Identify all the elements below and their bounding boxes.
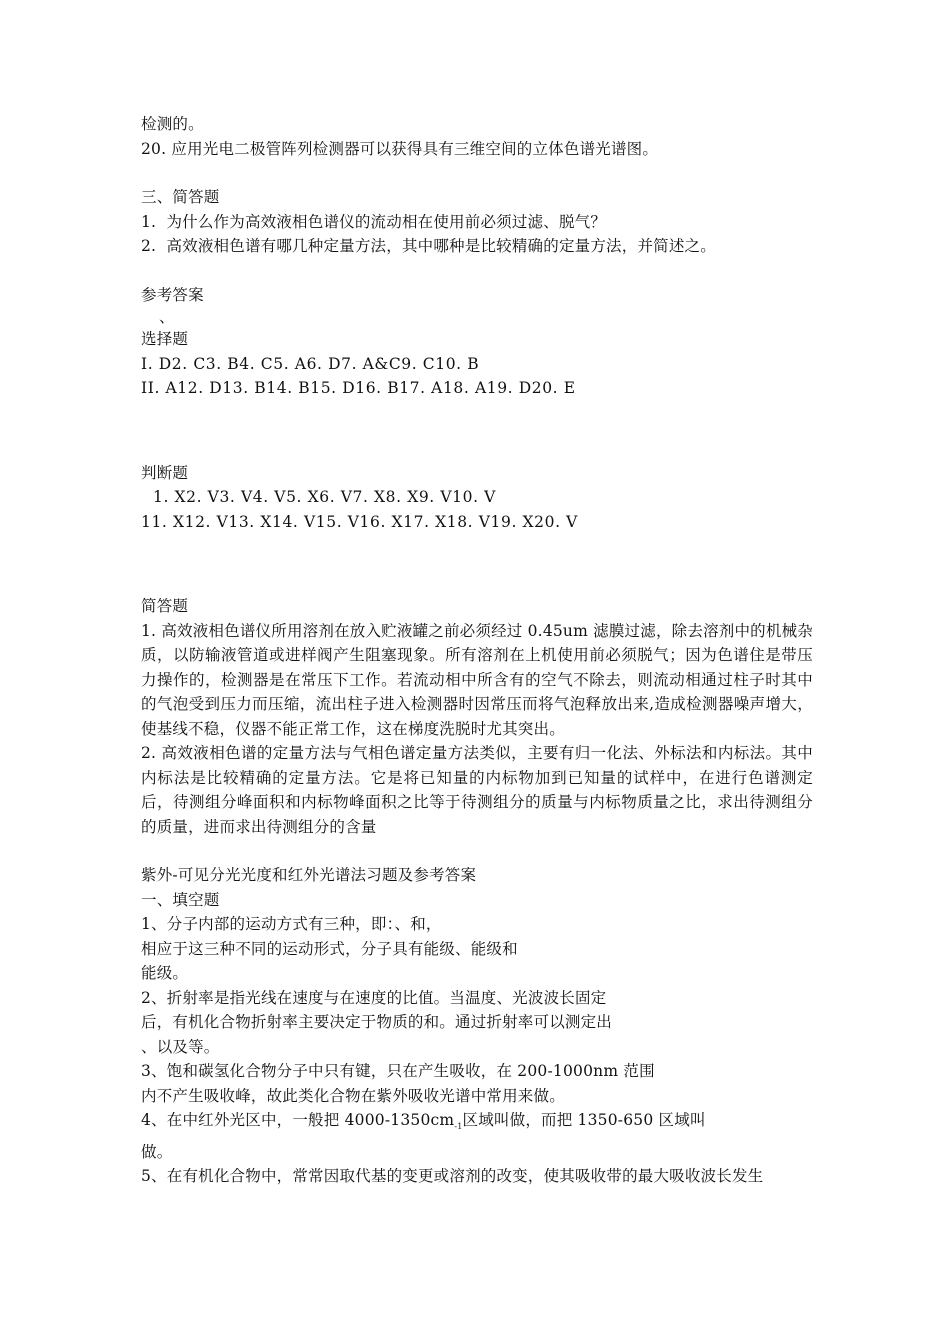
fill-item-3-line-1: 3、饱和碳氢化合物分子中只有键，只在产生吸收，在 200-1000nm 范围 <box>141 1062 655 1080</box>
judge-answers-1: 1. X2. V3. V4. V5. X6. V7. X8. X9. V10. V <box>153 488 496 506</box>
fill-item-1-line-2: 相应于这三种不同的运动形式，分子具有能级、能级和 <box>141 939 518 958</box>
fill-item-4-line-1 <box>141 1108 813 1140</box>
judge-heading: 判断题 <box>141 463 189 482</box>
fill-item-1-line-3: 能级。 <box>141 964 189 982</box>
fill-item-2-line-3: 、以及等。 <box>141 1037 220 1056</box>
fill-item-2-line-1: 2、折射率是指光线在速度与在速度的比值。当温度、光波波长固定 <box>141 988 607 1007</box>
fill-item-4-text-b: 区域叫做，而把 1350-650 区域叫 <box>462 1111 706 1129</box>
question-1: 1. 为什么作为高效液相色谱仪的流动相在使用前必须过滤、脱气？ <box>141 212 607 231</box>
text-line: 检测的。 <box>141 115 204 133</box>
statement-20: 20. 应用光电二极管阵列检测器可以获得具有三维空间的立体色谱光谱图。 <box>141 139 659 158</box>
fill-item-4-text-a: 4、在中红外光区中，一般把 4000-1350cm <box>141 1111 455 1129</box>
answer-paragraph-2: 2. 高效液相色谱的定量方法与气相色谱定量方法类似，主要有归一化法、外标法和内标法。其中内标法是比较精确的定量方法。它是将已知量的内标物加到已知量的试样中，在进行色谱测定后，待测组分峰面积和内标物峰面积之比等于待测组分的质量与内标物质量之比，求出待测组分的质量，进而求出待测组分的含量 <box>141 744 813 836</box>
fill-item-4-line-2: 做。 <box>141 1142 173 1161</box>
punctuation-mark: 、 <box>159 308 175 326</box>
section-heading-short-answer: 三、简答题 <box>141 188 220 206</box>
document-page <box>141 112 813 1189</box>
fill-item-1-line-1: 1、分子内部的运动方式有三种，即：、和， <box>141 915 442 933</box>
fill-item-5: 5、在有机化合物中，常常因取代基的变更或溶剂的改变，使其吸收带的最大吸收波长发生 <box>141 1167 764 1186</box>
fill-item-2-line-2: 后，有机化合物折射率主要决定于物质的和。通过折射率可以测定出 <box>141 1013 613 1031</box>
choice-answers-2: II. A12. D13. B14. B15. D16. B17. A18. A19. D20. E <box>141 379 576 397</box>
answers-heading: 参考答案 <box>141 285 204 304</box>
answer-paragraph-1: 1. 高效液相色谱仪所用溶剂在放入贮液罐之前必须经过 0.45um 滤膜过滤，除去溶剂中的机械杂质，以防输液管道或进样阀产生阻塞现象。所有溶剂在上机使用前必须脱气；因为色谱住是带压力操作的，检测器是在常压下工作。若流动相中所含有的空气不除去，则流动相通过柱子时其中的气泡受到压力而压缩，流出柱子进入检测器时因常压而将气泡释放出来,造成检测器噪声增大，使基线不稳，仪器不能正常工作，这在梯度洗脱时尤其突出。 <box>141 621 813 738</box>
choice-heading: 选择题 <box>141 330 189 348</box>
fill-item-3-line-2: 内不产生吸收峰，故此类化合物在紫外吸收光谱中常用来做。 <box>141 1086 565 1105</box>
choice-answers-1: I. D2. C3. B4. C5. A6. D7. A&C9. C10. B <box>141 354 480 373</box>
fill-blank-heading: 一、填空题 <box>141 890 220 909</box>
question-2: 2. 高效液相色谱有哪几种定量方法，其中哪种是比较精确的定量方法，并简述之。 <box>141 237 716 255</box>
short-answer-heading: 简答题 <box>141 597 189 615</box>
judge-answers-2: 11. X12. V13. X14. V15. V16. X17. X18. V19. X20. V <box>141 512 578 531</box>
uv-ir-title: 紫外-可见分光光度和红外光谱法习题及参考答案 <box>141 866 477 884</box>
wavenumber-unit-exponent: -1 <box>454 1122 463 1132</box>
